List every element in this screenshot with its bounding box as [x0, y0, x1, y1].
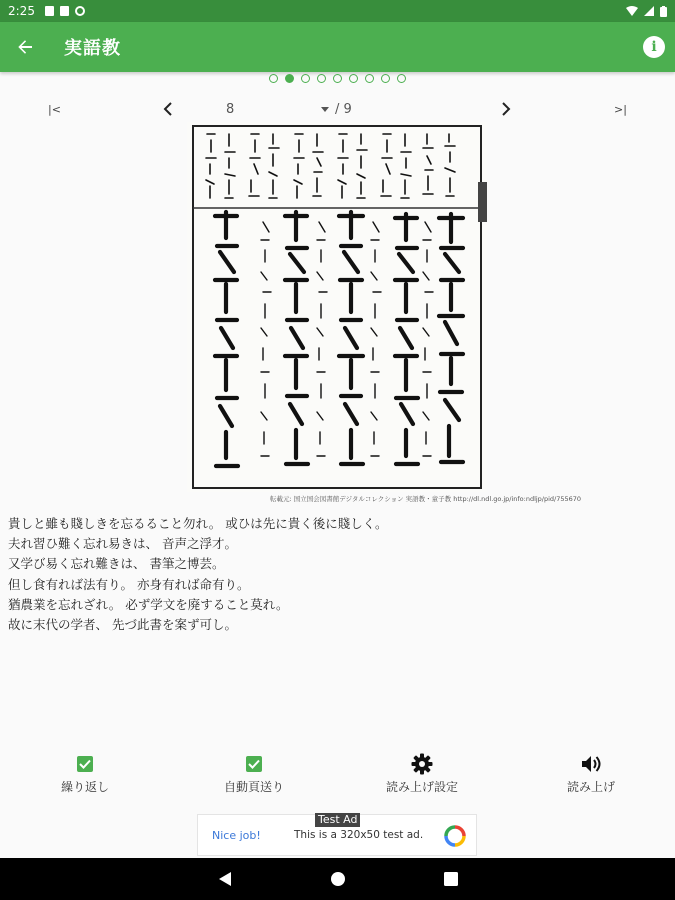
volume-icon [580, 754, 602, 774]
page-dot[interactable] [349, 74, 358, 83]
page-dot[interactable] [397, 74, 406, 83]
app-bar [0, 22, 675, 72]
arrow-back-icon [17, 39, 33, 55]
nav-back-button[interactable] [216, 870, 234, 888]
check-icon [248, 759, 260, 769]
page-dot[interactable] [317, 74, 326, 83]
repeat-toggle[interactable] [25, 752, 145, 795]
ad-nice-text: Nice job! [212, 829, 261, 842]
repeat-checkbox[interactable] [77, 756, 93, 772]
info-icon: i [651, 39, 657, 55]
test-ad-badge: Test Ad [315, 813, 360, 827]
status-bar [0, 0, 675, 22]
last-page-icon: >| [614, 102, 627, 116]
nav-home-icon [330, 871, 346, 887]
app-title: 実語教 [64, 38, 121, 59]
check-icon [79, 759, 91, 769]
gear-icon [411, 753, 433, 775]
ad-banner[interactable] [197, 814, 477, 856]
wifi-icon [626, 6, 638, 16]
page-dot[interactable] [301, 74, 310, 83]
next-page-button[interactable] [500, 98, 512, 120]
auto-page-label: 自動頁送り [223, 780, 284, 794]
text-line: 猶農業を忘れざれ。 必ず学文を廃すること莫れ。 [8, 596, 289, 612]
status-time: 2:25 [8, 4, 35, 18]
text-line: 夫れ習ひ難く忘れ易きは、 音声之浮才。 [8, 536, 237, 552]
signal-icon [644, 6, 654, 16]
page-navigator [0, 98, 675, 120]
prev-page-button[interactable] [162, 98, 174, 120]
current-page-number: 8 [226, 101, 235, 117]
text-line: 貴しと雖も賤しきを忘るること勿れ。 或ひは先に貴く後に賤しく。 [8, 516, 388, 531]
system-nav-bar [0, 858, 675, 900]
nav-recents-icon [444, 872, 458, 886]
text-line: 又学び易く忘れ難きは、 書筆之博芸。 [8, 556, 225, 572]
page-dot[interactable] [269, 74, 278, 83]
sync-icon [75, 6, 85, 16]
read-settings-label: 読み上げ設定 [385, 780, 458, 794]
nav-recents-button[interactable] [442, 870, 460, 888]
status-system-icons [626, 6, 667, 17]
read-aloud-label: 読み上げ [566, 780, 615, 794]
last-page-button[interactable] [614, 98, 627, 120]
page-dot[interactable] [285, 74, 294, 83]
ad-body-text: This is a 320x50 test ad. [294, 829, 424, 841]
chevron-left-icon [162, 102, 174, 116]
read-settings-button[interactable] [362, 752, 482, 795]
page-dot[interactable] [333, 74, 342, 83]
text-line: 故に末代の学者、 先づ此書を案ず可し。 [8, 617, 237, 633]
status-notification-icons [45, 6, 85, 16]
page-dot[interactable] [365, 74, 374, 83]
manuscript-image [187, 122, 487, 492]
nav-home-button[interactable] [329, 870, 347, 888]
first-page-button[interactable] [48, 98, 61, 120]
info-button[interactable] [643, 36, 665, 58]
first-page-icon: |< [48, 102, 61, 116]
back-button[interactable] [0, 22, 50, 72]
total-pages-label: / 9 [335, 101, 352, 117]
page-indicator [0, 74, 675, 83]
nav-back-icon [218, 871, 232, 887]
auto-page-toggle[interactable] [194, 752, 314, 795]
repeat-label: 繰り返し [60, 780, 109, 794]
page-dot[interactable] [381, 74, 390, 83]
sd-card-icon [60, 6, 69, 16]
auto-page-checkbox[interactable] [246, 756, 262, 772]
text-line: 但し食有れば法有り。 亦身有れば命有り。 [8, 576, 250, 592]
reading-text [8, 514, 668, 635]
image-credit: 転載元: 国立国会図書館デジタルコレクション 実語教・童子教 http://dl.ndl.go.jp/info:ndljp/pid/755670 [270, 495, 582, 503]
photo-notification-icon [45, 6, 54, 16]
dropdown-arrow-icon [321, 107, 329, 112]
playback-controls [0, 752, 675, 802]
page-select-dropdown[interactable] [321, 98, 352, 120]
chevron-right-icon [500, 102, 512, 116]
read-aloud-button[interactable] [531, 752, 651, 795]
battery-icon [660, 6, 667, 17]
ad-logo-icon [444, 825, 466, 847]
